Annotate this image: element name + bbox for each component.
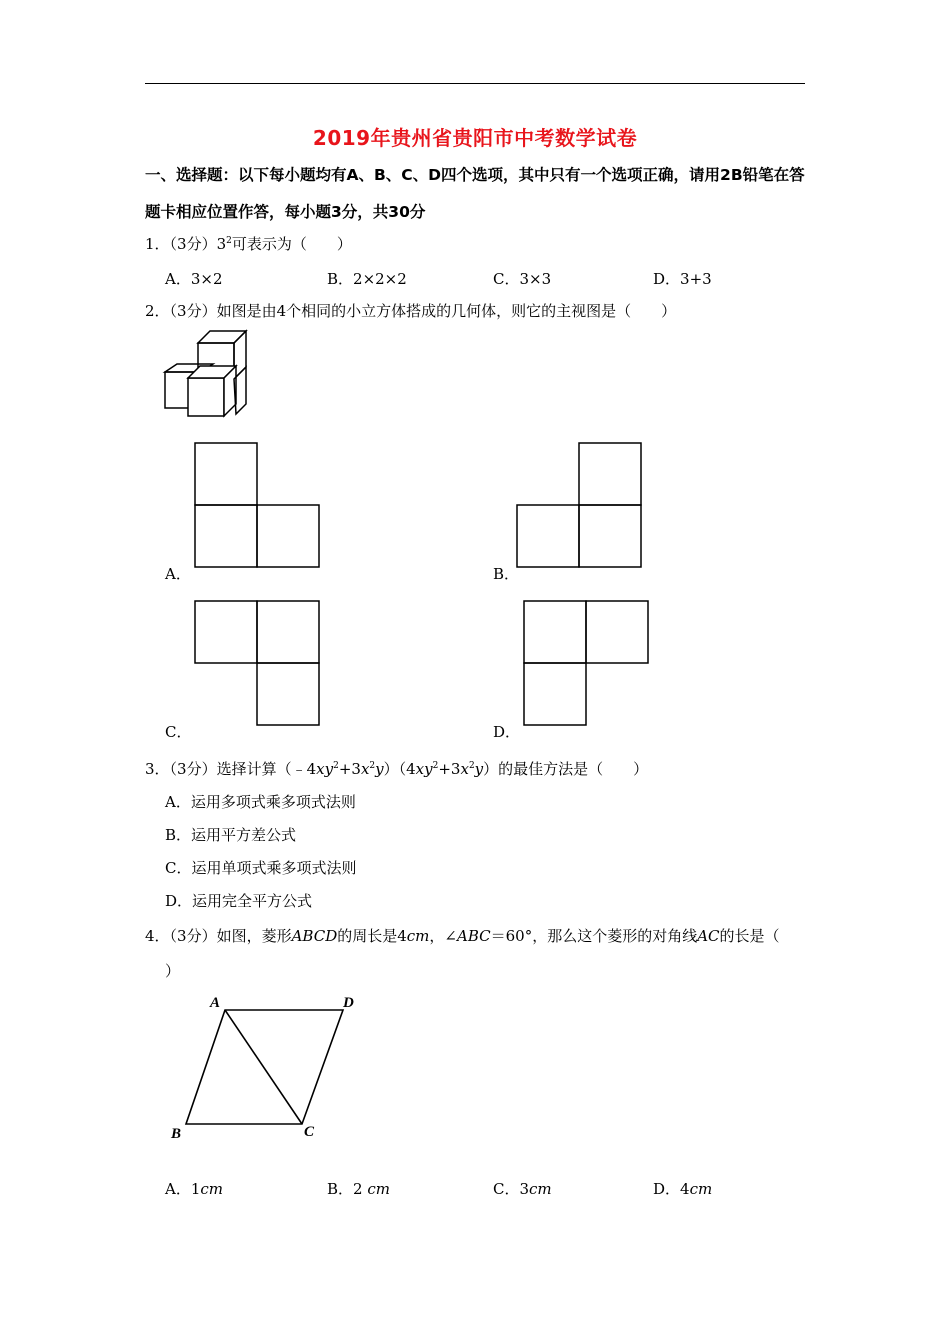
- square: [257, 505, 319, 567]
- square: [579, 505, 641, 567]
- q4-option-text: A．1: [165, 1180, 201, 1198]
- q3-exp: 2: [432, 761, 439, 771]
- q3-text: ）的最佳方法是（ ）: [483, 760, 649, 778]
- q1-option-b[interactable]: B．2×2×2: [327, 270, 407, 288]
- page-title: 2019年贵州省贵阳市中考数学试卷: [312, 126, 638, 150]
- q4-var: ABC: [456, 927, 491, 945]
- vertex-label-b: B: [171, 1126, 182, 1142]
- q4-text: ＝60°，那么这个菱形的对角线: [490, 927, 698, 945]
- q3-option-b[interactable]: B．运用平方差公式: [165, 826, 297, 844]
- q2-option-b-label[interactable]: B．: [493, 565, 520, 583]
- square: [524, 601, 586, 663]
- square: [579, 443, 641, 505]
- q3-text: +3: [438, 760, 461, 778]
- q3-var: x: [360, 760, 370, 778]
- section-heading-line1: 一、选择题：以下每小题均有A、B、C、D四个选项，其中只有一个选项正确，请用2B铅笔在答: [145, 166, 805, 184]
- q4-option-c[interactable]: [493, 1178, 552, 1199]
- q3-var: y: [474, 760, 484, 778]
- q1-option-c[interactable]: C．3×3: [493, 270, 552, 288]
- vertex-label-d: D: [343, 995, 354, 1011]
- question-4-stem-line2: ）: [165, 962, 181, 980]
- q4-option-unit: cm: [689, 1180, 713, 1198]
- question-2-stem: 2．（3分）如图是由4个相同的小立方体搭成的几何体，则它的主视图是（ ）: [145, 302, 677, 320]
- q3-var: y: [375, 760, 384, 778]
- q4-option-text: C．3: [493, 1180, 530, 1198]
- q4-var: cm: [406, 927, 430, 945]
- q2-figure-d[interactable]: [524, 601, 650, 727]
- rhombus-outline: [186, 1010, 343, 1124]
- q3-option-d[interactable]: D．运用完全平方公式: [165, 892, 313, 910]
- q4-option-d[interactable]: [653, 1178, 712, 1199]
- q4-option-unit: cm: [367, 1180, 390, 1198]
- q2-option-c-label[interactable]: C．: [165, 723, 192, 741]
- diagonal-ac: [225, 1010, 302, 1124]
- square: [517, 505, 579, 567]
- square: [195, 505, 257, 567]
- q4-text: 的长是（: [719, 927, 780, 945]
- q4-var: AC: [697, 927, 720, 945]
- q3-text: ）（4: [383, 760, 416, 778]
- square: [586, 601, 648, 663]
- q4-text: 的周长是4: [337, 927, 407, 945]
- question-4-stem: [145, 925, 780, 946]
- q4-option-text: D．4: [653, 1180, 690, 1198]
- q3-text: 3．（3分）选择计算（﹣4: [145, 760, 317, 778]
- section-heading-line2: 题卡相应位置作答，每小题3分，共30分: [145, 203, 426, 221]
- q3-exp: 2: [333, 761, 339, 771]
- square: [257, 663, 319, 725]
- q4-text: ，∠: [429, 927, 457, 945]
- q3-var: x: [460, 760, 469, 778]
- q2-figure-c[interactable]: [195, 601, 321, 727]
- q4-option-unit: cm: [529, 1180, 552, 1198]
- q4-text: 4．（3分）如图，菱形: [145, 927, 292, 945]
- header-rule: [145, 83, 805, 84]
- q4-option-text: B．2: [327, 1180, 368, 1198]
- q4-option-unit: cm: [200, 1180, 224, 1198]
- q3-option-a[interactable]: A．运用多项式乘多项式法则: [165, 793, 356, 811]
- q1-option-d[interactable]: D．3+3: [653, 270, 712, 288]
- q2-figure-a[interactable]: [195, 443, 321, 569]
- q1-option-a[interactable]: A．3×2: [165, 270, 223, 288]
- q1-prefix: 1．（3分）3: [145, 235, 227, 253]
- square: [195, 601, 257, 663]
- q2-option-d-label[interactable]: D．: [493, 723, 521, 741]
- q4-option-b[interactable]: [327, 1178, 390, 1199]
- q3-text: +3: [338, 760, 361, 778]
- q1-exponent: 2: [226, 236, 232, 246]
- q4-rhombus-figure: [168, 990, 368, 1140]
- q3-var: xy: [316, 760, 334, 778]
- q3-exp: 2: [468, 761, 475, 771]
- q3-var: xy: [415, 760, 433, 778]
- vertex-label-a: A: [210, 995, 221, 1011]
- question-1-stem: [145, 233, 352, 254]
- question-3-stem: [145, 758, 648, 779]
- q4-option-a[interactable]: [165, 1178, 223, 1199]
- vertex-label-c: C: [304, 1124, 315, 1140]
- q3-exp: 2: [369, 761, 376, 771]
- q3-option-c[interactable]: C．运用单项式乘多项式法则: [165, 859, 357, 877]
- square: [257, 601, 319, 663]
- q4-var: ABCD: [291, 927, 338, 945]
- square: [524, 663, 586, 725]
- q2-cubes-figure: [160, 326, 250, 416]
- q2-option-a-label[interactable]: A．: [165, 565, 191, 583]
- q1-suffix: 可表示为（ ）: [231, 235, 352, 253]
- square: [195, 443, 257, 505]
- q2-figure-b[interactable]: [517, 443, 643, 569]
